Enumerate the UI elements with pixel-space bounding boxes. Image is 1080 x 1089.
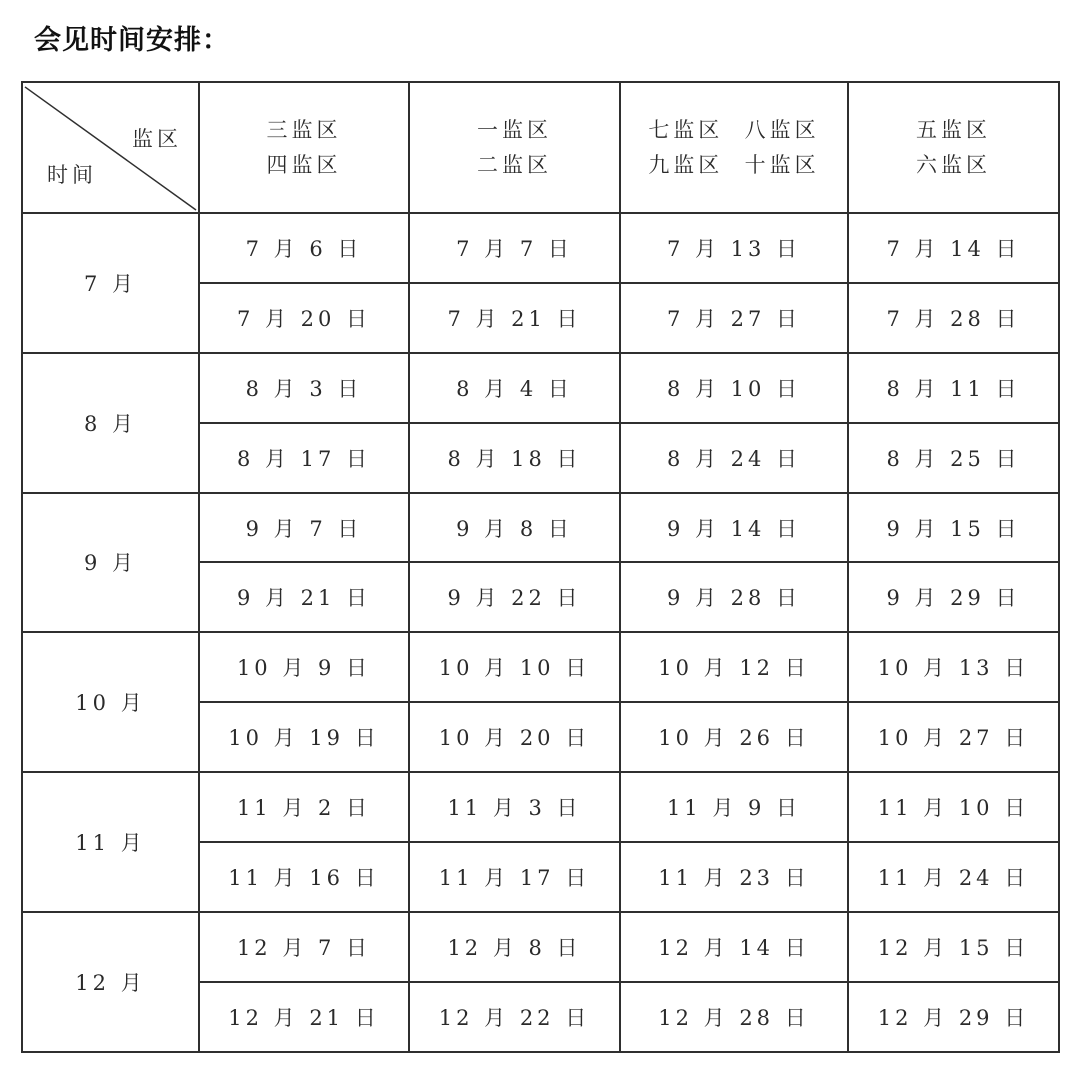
visit-date-cell: 10 月 20 日 <box>409 702 620 772</box>
corner-zone-label: 监区 <box>132 127 182 151</box>
visit-schedule-table <box>21 81 1060 1053</box>
visit-date-cell: 8 月 10 日 <box>620 353 848 423</box>
visit-date-cell: 12 月 14 日 <box>620 912 848 982</box>
header-row <box>22 82 1059 213</box>
month-label-cell: 12 月 <box>22 912 199 1052</box>
zone-header-line: 四监区 <box>266 152 342 177</box>
zone-header-cell <box>199 82 409 213</box>
month-label-cell: 8 月 <box>22 353 199 493</box>
visit-date-cell: 11 月 16 日 <box>199 842 409 912</box>
visit-date-cell: 7 月 21 日 <box>409 283 620 353</box>
zone-header-line: 五监区 <box>916 117 991 142</box>
visit-date-cell: 10 月 26 日 <box>620 702 848 772</box>
schedule-row <box>22 213 1059 283</box>
visit-date-cell: 7 月 6 日 <box>199 213 409 283</box>
visit-date-cell: 9 月 8 日 <box>409 493 620 563</box>
visit-date-cell: 12 月 28 日 <box>620 982 848 1052</box>
schedule-row <box>22 912 1059 982</box>
visit-date-cell: 11 月 10 日 <box>848 772 1059 842</box>
zone-header-cell <box>409 82 620 213</box>
month-label-cell: 10 月 <box>22 632 199 772</box>
month-label-cell: 7 月 <box>22 213 199 353</box>
visit-date-cell: 7 月 14 日 <box>848 213 1059 283</box>
visit-date-cell: 7 月 13 日 <box>620 213 848 283</box>
zone-header-line: 三监区 <box>266 117 342 142</box>
visit-date-cell: 9 月 21 日 <box>199 562 409 632</box>
visit-date-cell: 10 月 27 日 <box>848 702 1059 772</box>
visit-date-cell: 12 月 7 日 <box>199 912 409 982</box>
visit-date-cell: 11 月 23 日 <box>620 842 848 912</box>
visit-date-cell: 10 月 10 日 <box>409 632 620 702</box>
visit-date-cell: 11 月 24 日 <box>848 842 1059 912</box>
visit-date-cell: 12 月 22 日 <box>409 982 620 1052</box>
visit-date-cell: 8 月 17 日 <box>199 423 409 493</box>
visit-date-cell: 9 月 7 日 <box>199 493 409 563</box>
visit-date-cell: 8 月 4 日 <box>409 353 620 423</box>
page-title: 会见时间安排： <box>34 25 230 56</box>
zone-header-line: 七监区 八监区 <box>648 117 820 142</box>
zone-header-line: 一监区 <box>477 117 552 142</box>
visit-date-cell: 8 月 24 日 <box>620 423 848 493</box>
visit-date-cell: 10 月 9 日 <box>199 632 409 702</box>
zone-header-cell <box>848 82 1059 213</box>
visit-date-cell: 11 月 3 日 <box>409 772 620 842</box>
visit-date-cell: 11 月 17 日 <box>409 842 620 912</box>
schedule-row <box>22 493 1059 563</box>
visit-date-cell: 10 月 19 日 <box>199 702 409 772</box>
zone-header-line: 九监区 十监区 <box>648 152 820 177</box>
visit-date-cell: 12 月 21 日 <box>199 982 409 1052</box>
month-label-cell: 11 月 <box>22 772 199 912</box>
zone-header-line: 二监区 <box>477 152 552 177</box>
corner-header-cell <box>22 82 199 213</box>
visit-date-cell: 12 月 29 日 <box>848 982 1059 1052</box>
zone-header-line: 六监区 <box>916 152 991 177</box>
visit-date-cell: 12 月 8 日 <box>409 912 620 982</box>
visit-date-cell: 10 月 12 日 <box>620 632 848 702</box>
schedule-row <box>22 772 1059 842</box>
visit-date-cell: 7 月 20 日 <box>199 283 409 353</box>
visit-date-cell: 8 月 25 日 <box>848 423 1059 493</box>
visit-date-cell: 11 月 2 日 <box>199 772 409 842</box>
month-label-cell: 9 月 <box>22 493 199 633</box>
visit-date-cell: 10 月 13 日 <box>848 632 1059 702</box>
visit-date-cell: 7 月 7 日 <box>409 213 620 283</box>
visit-date-cell: 9 月 15 日 <box>848 493 1059 563</box>
visit-date-cell: 7 月 27 日 <box>620 283 848 353</box>
visit-date-cell: 8 月 11 日 <box>848 353 1059 423</box>
corner-time-label: 时间 <box>47 163 97 187</box>
visit-date-cell: 9 月 28 日 <box>620 562 848 632</box>
visit-date-cell: 11 月 9 日 <box>620 772 848 842</box>
visit-date-cell: 9 月 22 日 <box>409 562 620 632</box>
visit-date-cell: 8 月 18 日 <box>409 423 620 493</box>
visit-date-cell: 9 月 29 日 <box>848 562 1059 632</box>
schedule-row <box>22 353 1059 423</box>
visit-date-cell: 7 月 28 日 <box>848 283 1059 353</box>
zone-header-cell <box>620 82 848 213</box>
schedule-row <box>22 632 1059 702</box>
visit-date-cell: 8 月 3 日 <box>199 353 409 423</box>
visit-date-cell: 9 月 14 日 <box>620 493 848 563</box>
visit-date-cell: 12 月 15 日 <box>848 912 1059 982</box>
